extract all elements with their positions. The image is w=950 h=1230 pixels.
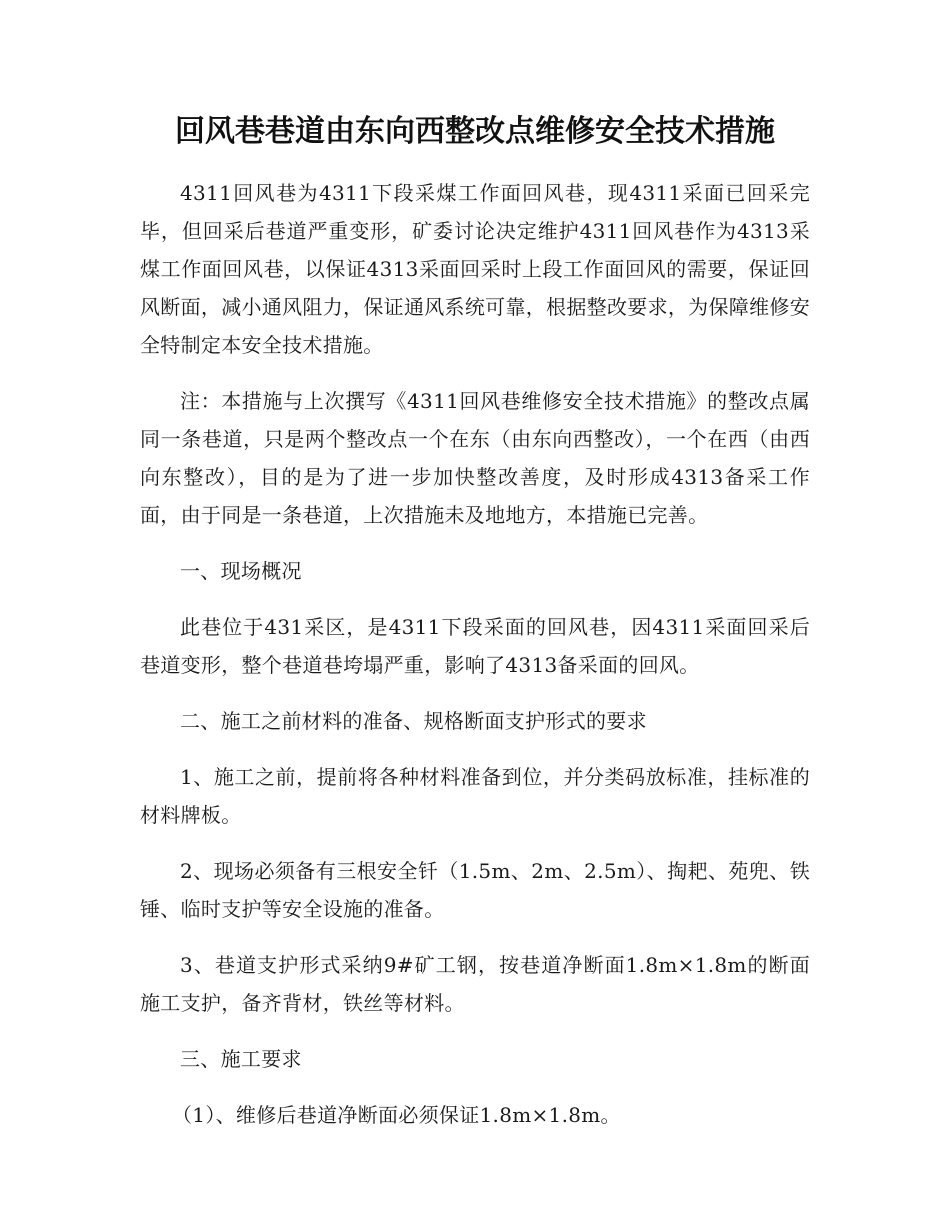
section-heading-material-preparation: 二、施工之前材料的准备、规格断面支护形式的要求: [180, 709, 647, 733]
site-overview-paragraph: 此巷位于431采区，是4311下段采面的回风巷，因4311采面回采后巷道变形，整个巷道巷垮塌严重，影响了4313备采面的回风。: [140, 615, 810, 677]
section-heading-construction-requirements: 三、施工要求: [180, 1047, 302, 1071]
material-item-3: 3、巷道支护形式采纳9#矿工钢，按巷道净断面1.8m×1.8m的断面施工支护，备齐背材，铁丝等材料。: [140, 953, 810, 1015]
section-heading-site-overview: 一、现场概况: [180, 559, 302, 583]
material-item-2: 2、现场必须备有三根安全钎（1.5m、2m、2.5m）、掏耙、苑兜、铁锤、临时支护等安全设施的准备。: [140, 859, 810, 921]
note-paragraph: 注：本措施与上次撰写《4311回风巷维修安全技术措施》的整改点属同一条巷道，只是两个整改点一个在东（由东向西整改），一个在西（由西向东整改），目的是为了进一步加快整改善度，及时形成4313备采工作面，由于同是一条巷道，上次措施未及地地方，本措施已完善。: [140, 389, 810, 527]
requirement-item-1: （1）、维修后巷道净断面必须保证1.8m×1.8m。: [172, 1103, 621, 1127]
document-body: [140, 112, 810, 1152]
material-item-1: 1、施工之前，提前将各种材料准备到位，并分类码放标准，挂标准的材料牌板。: [140, 765, 810, 827]
document-title: 回风巷巷道由东向西整改点维修安全技术措施: [175, 114, 775, 149]
intro-paragraph: 4311回风巷为4311下段采煤工作面回风巷，现4311采面已回采完毕，但回采后巷道严重变形，矿委讨论决定维护4311回风巷作为4313采煤工作面回风巷，以保证4313采面回采时上段工作面回风的需要，保证回风断面，减小通风阻力，保证通风系统可靠，根据整改要求，为保障维修安全特制定本安全技术措施。: [140, 181, 810, 357]
